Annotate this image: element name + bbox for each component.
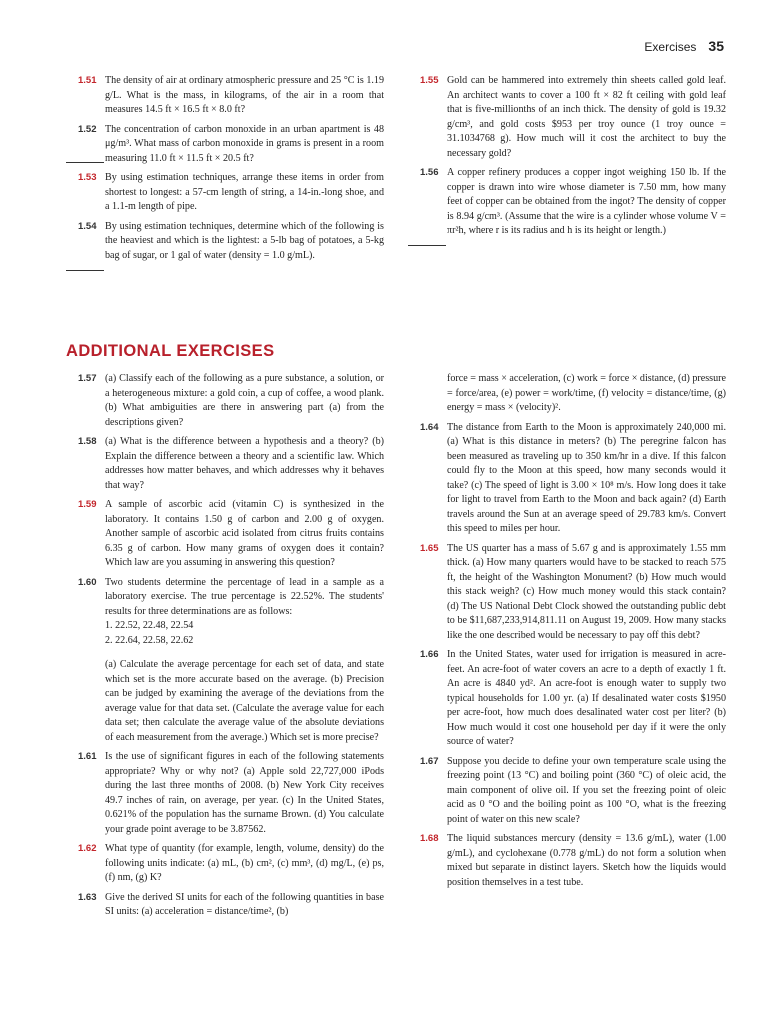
top-right-column [404,74,726,244]
exercise-text: The density of air at ordinary atmospheric pressure and 25 °C is 1.19 g/L. What is the mass, in kilograms, of the air in a room that measures 14.5 ft × 16.5 ft × 8.0 ft? [105,75,384,115]
exercise-number: 1.62 [78,843,97,854]
exercise-1-53 [62,171,384,215]
exercise-number: 1.65 [420,542,439,554]
exercise-text: A copper refinery produces a copper ingot weighing 150 lb. If the copper is drawn into wire whose diameter is 7.50 mm, how many feet of copper can be obtained from the ingot? The density of copper is 8.94 g/cm³. (Assume that the wire is a cylinder whose volume V = πr²h, where r is its radius and h is its height or length.) [447,167,726,236]
exercise-1-67 [404,755,726,828]
exercise-number: 1.61 [78,751,97,762]
exercise-text: (a) What is the difference between a hypothesis and a theory? (b) Explain the difference between a theory and a scientific law. Which addresses how matter behaves, and which addresses why it behaves that way? [105,436,384,491]
exercise-text: A sample of ascorbic acid (vitamin C) is synthesized in the laboratory. It contains 1.50 g of carbon and 2.00 g of oxygen. Another sample of ascorbic acid isolated from citrus fruits contains 6.35 g of carbon. How many grams of oxygen does it contain? Which law are you assuming in answering this question? [105,499,384,568]
exercise-1-64 [404,421,726,537]
exercise-number: 1.54 [78,220,97,232]
bottom-right-column [404,372,726,895]
exercise-1-61 [62,750,384,837]
exercise-1-57 [62,372,384,430]
exercise-1-66 [404,648,726,750]
exercise-number: 1.57 [78,373,97,384]
exercise-1-55 [404,74,726,161]
exercise-number: 1.67 [420,755,439,767]
exercise-number: 1.59 [78,499,97,510]
exercise-number: 1.52 [78,123,97,135]
exercise-number: 1.55 [420,75,439,86]
exercise-number: 1.63 [78,891,97,903]
exercise-text: Is the use of significant figures in each of the following statements appropriate? Why or why not? (a) Apple sold 22,727,000 iPods during the last three months of 2008. (b) New York City receives 49.7 inches of rain, on average, per year. (c) In the United States, 0.621% of the population has the surname Brown. (d) You calculate your grade point average to be 3.87562. [105,751,384,835]
exercise-text: The liquid substances mercury (density = 13.6 g/mL), water (1.00 g/mL), and cyclohexane (0.778 g/mL) do not form a solution when mixed but separate in distinct layers. Sketch how the liquids would position themselves in a test tube. [447,833,726,888]
bottom-left-column [62,372,384,925]
exercise-1-68 [404,832,726,890]
running-header [644,38,724,54]
exercise-number: 1.64 [420,421,439,433]
exercise-text: In the United States, water used for irrigation is measured in acre-feet. An acre-foot of water covers an acre to a depth of exactly 1 ft. An acre is 4840 yd². An acre-foot is enough water to supply two typical households for 1.00 yr. (a) If desalinated water costs $1950 per acre-foot, how much does desalinated water cost per liter? (b) How much would it cost one household per day if it were the only source of water? [447,649,726,747]
exercise-text: The concentration of carbon monoxide in an urban apartment is 48 μg/m³. What mass of carbon monoxide in grams is present in a room measuring 11.0 ft × 11.5 ft × 20.5 ft? [105,123,384,164]
exercise-text: Give the derived SI units for each of the following quantities in base SI units: (a) acceleration = distance/time², (b) [105,891,384,917]
exercise-1-52 [62,123,384,167]
exercise-1-63-continued [404,372,726,416]
exercise-1-58 [62,435,384,493]
exercise-text: By using estimation techniques, arrange these items in order from shortest to longest: a 57-cm length of string, a 14-in.-long shoe, and a 1.1-m length of pipe. [105,172,384,212]
exercise-1-54 [62,220,384,264]
margin-rule [408,245,446,246]
exercise-text: The US quarter has a mass of 5.67 g and is approximately 1.55 mm thick. (a) How many quarters would have to be stacked to reach 575 ft, the height of the Washington Monument? (b) How much would this stack weigh? (c) How much money would this stack contain? (d) The US National Debt Clock showed the outstanding public debt to be $11,687,233,914,811.11 on August 19, 2009. How many stacks like the one described would be necessary to pay off this debt? [447,542,726,641]
exercise-1-60 [62,576,384,746]
margin-rule [66,270,104,271]
exercise-1-51 [62,74,384,118]
exercise-text: Gold can be hammered into extremely thin sheets called gold leaf. An architect wants to cover a 100 ft × 82 ft ceiling with gold leaf that is five-millionths of an inch thick. The density of gold is 19.32 g/cm³, and gold costs $953 per troy ounce (1 troy ounce = 31.1034768 g). How much will it cost the architect to buy the necessary gold? [447,75,726,159]
exercise-1-63 [62,891,384,920]
exercise-1-62 [62,842,384,886]
exercise-text: Two students determine the percentage of lead in a sample as a laboratory exercise. The true percentage is 22.52%. The students' results for three determinations are as follows: [105,576,384,617]
top-left-column [62,74,384,268]
margin-rule [66,162,104,163]
exercise-number: 1.66 [420,649,439,660]
exercise-number: 1.58 [78,436,97,447]
exercise-text: (a) Classify each of the following as a pure substance, a solution, or a heterogeneous mixture: a gold coin, a cup of coffee, a wood plank. (b) What ambiguities are there in answering part (a) from the descriptions given? [105,373,384,428]
exercise-text: Suppose you decide to define your own temperature scale using the freezing point (13 °C) and boiling point (360 °C) of oleic acid, the main component of olive oil. If you set the freezing point of oleic acid as 0 °O and the boiling point as 100 °O, what is the freezing point of water on this new scale? [447,755,726,825]
exercise-number: 1.60 [78,576,97,588]
exercise-number: 1.56 [420,167,439,178]
exercise-1-56 [404,166,726,239]
exercise-questions: (a) Calculate the average percentage for each set of data, and state which set is the more accurate based on the average. (b) Precision can be judged by examining the average of the deviations from the average value for that data set. (Calculate the average value for each data set; then calculate the average value of the absolute deviations of each measurement from the average.) Which set is more precise? [105,659,384,743]
exercise-text: The distance from Earth to the Moon is approximately 240,000 mi. (a) What is this distance in meters? (b) The peregrine falcon has been measured as traveling up to 350 km/hr in a dive. If this falcon could fly to the Moon at this speed, how many seconds would it take? (c) The speed of light is 3.00 × 10⁸ m/s. How long does it take for light to travel from Earth to the Moon and back again? (d) Earth travels around the Sun at an average speed of 29.783 km/s. Convert this speed to miles per hour. [447,421,726,534]
exercise-text: By using estimation techniques, determine which of the following is the heaviest and which is the lightest: a 5-lb bag of potatoes, a 5-kg bag of sugar, or 1 gal of water (density = 1.0 g/mL). [105,220,384,261]
header-section: Exercises [644,40,697,54]
exercise-number: 1.53 [78,172,97,183]
page-number: 35 [708,38,724,54]
exercise-number: 1.68 [420,833,439,844]
exercise-number: 1.51 [78,75,97,86]
exercise-1-65 [404,542,726,644]
data-set-2: 2. 22.64, 22.58, 22.62 [105,634,194,646]
exercise-text: force = mass × acceleration, (c) work = force × distance, (d) pressure = force/area, (e) power = work/time, (f) velocity = distance/time, (g) energy = mass × (velocity)². [447,373,726,413]
section-heading: ADDITIONAL EXERCISES [66,342,275,360]
data-set-1: 1. 22.52, 22.48, 22.54 [105,620,194,631]
exercise-text: What type of quantity (for example, length, volume, density) do the following units indicate: (a) mL, (b) cm², (c) mm³, (d) mg/L, (e) ps, (f) nm, (g) K? [105,843,384,883]
exercise-1-59 [62,498,384,571]
